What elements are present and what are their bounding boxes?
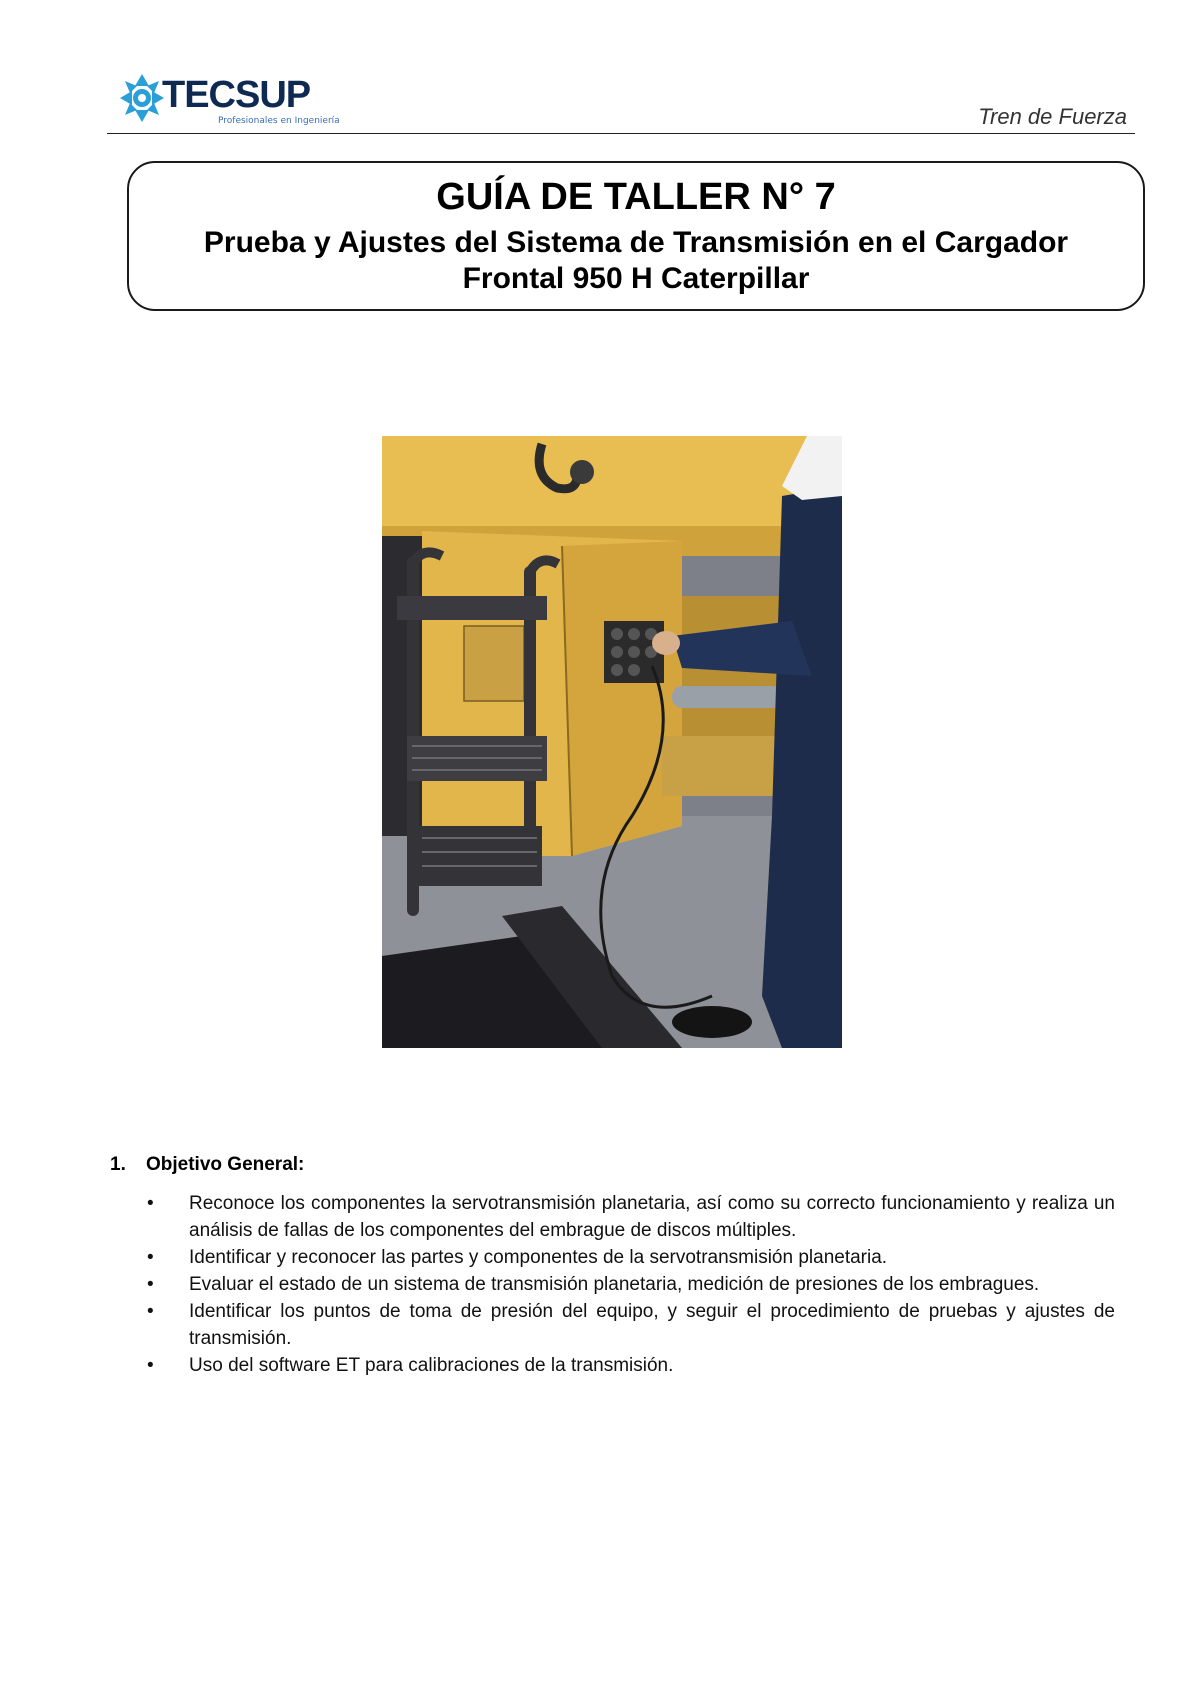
- list-item-text: Reconoce los componentes la servotransmisión planetaria, así como su correcto funcionamiento y realiza un análisis de fallas de los componentes del embrague de discos múltiples.: [189, 1193, 1115, 1241]
- bullet-icon: •: [147, 1247, 154, 1268]
- header-divider: [107, 133, 1135, 134]
- loader-transmission-photo: [382, 436, 842, 1048]
- objectives-list: [110, 1190, 1115, 1379]
- section-objetivo-general: [110, 1154, 1115, 1379]
- list-item: [110, 1352, 1115, 1379]
- tecsup-logo: [118, 72, 340, 132]
- section-number: 1.: [110, 1154, 126, 1175]
- bullet-icon: •: [147, 1274, 154, 1295]
- logo-tagline: Profesionales en Ingeniería: [218, 116, 340, 126]
- list-item-text: Identificar los puntos de toma de presión del equipo, y seguir el procedimiento de pruebas y ajustes de transmisión.: [189, 1301, 1115, 1349]
- list-item-text: Evaluar el estado de un sistema de transmisión planetaria, medición de presiones de los embragues.: [189, 1274, 1040, 1295]
- page-subtitle: Prueba y Ajustes del Sistema de Transmisión en el Cargador Frontal 950 H Caterpillar: [203, 225, 1069, 295]
- title-box: [127, 161, 1145, 311]
- list-item-text: Uso del software ET para calibraciones de la transmisión.: [189, 1355, 674, 1376]
- list-item: [110, 1244, 1115, 1271]
- bullet-icon: •: [147, 1301, 154, 1322]
- page-title: GUÍA DE TALLER N° 7: [436, 176, 836, 218]
- list-item: [110, 1190, 1115, 1244]
- tecsup-logo-icon: [118, 72, 166, 124]
- section-title: Objetivo General:: [146, 1154, 305, 1175]
- list-item: [110, 1298, 1115, 1352]
- bullet-icon: •: [147, 1193, 154, 1214]
- header-section-label: Tren de Fuerza: [978, 104, 1127, 129]
- list-item-text: Identificar y reconocer las partes y componentes de la servotransmisión planetaria.: [189, 1247, 888, 1268]
- section-heading: [110, 1154, 1115, 1176]
- photo-illustration: [382, 436, 842, 1048]
- logo-wordmark: TECSUP: [162, 74, 311, 116]
- bullet-icon: •: [147, 1355, 154, 1376]
- list-item: [110, 1271, 1115, 1298]
